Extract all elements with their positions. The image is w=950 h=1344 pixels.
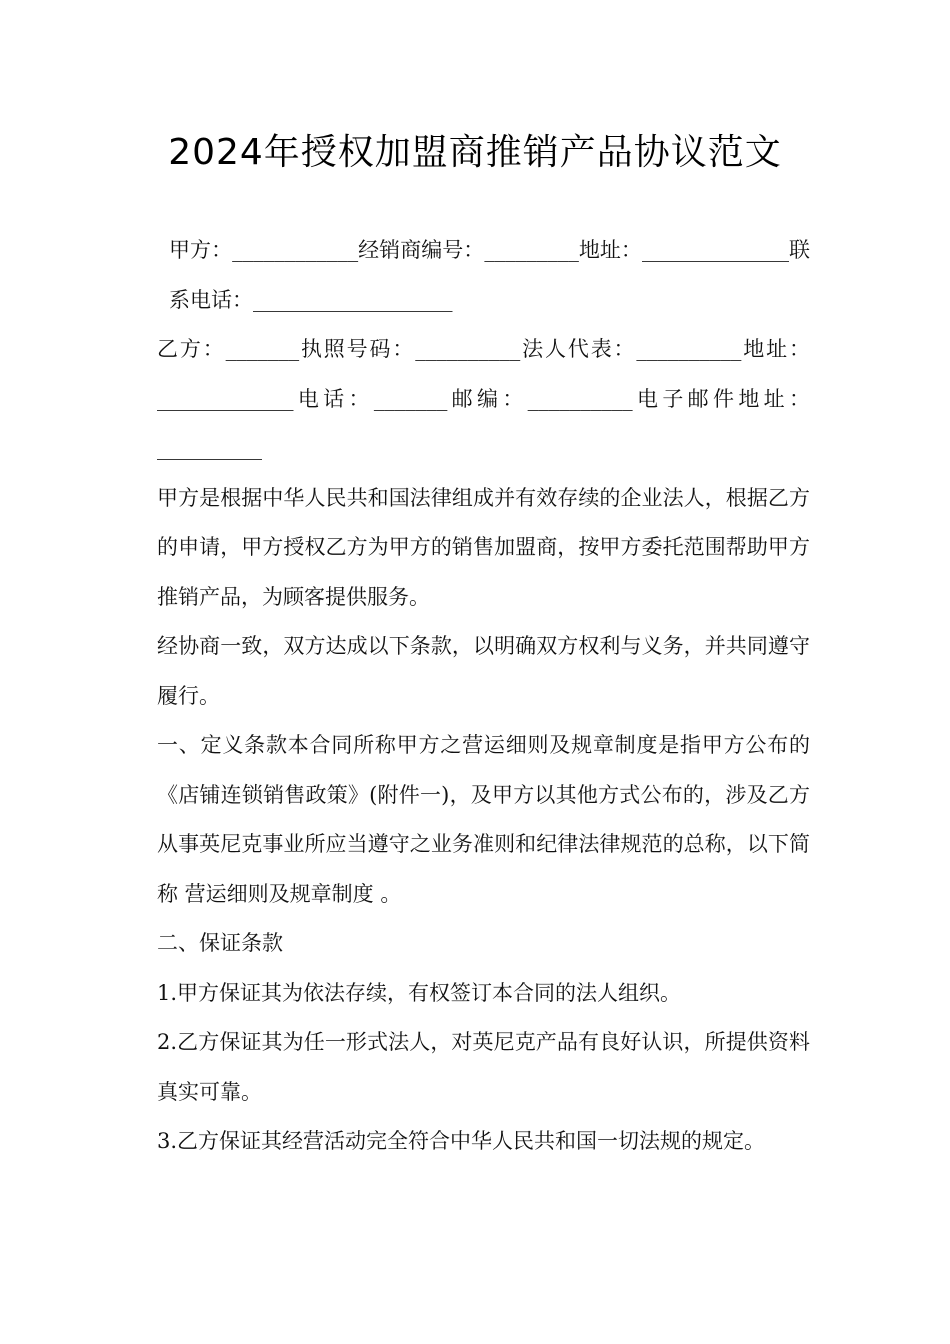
party-a-info: 甲方：____________经销商编号：_________地址：______________联系电话：___________________ bbox=[169, 238, 810, 312]
document-body bbox=[145, 226, 810, 1167]
clause-guarantee-heading: 二、保证条款 bbox=[157, 931, 283, 955]
guarantee-item-1: 1.甲方保证其为依法存续，有权签订本合同的法人组织。 bbox=[157, 980, 682, 1005]
guarantee-item-2: 2.乙方保证其为任一形式法人，对英尼克产品有良好认识，所提供资料真实可靠。 bbox=[157, 1030, 810, 1104]
document-title: 2024年授权加盟商推销产品协议范文 bbox=[168, 132, 782, 173]
clause-definition: 一、定义条款本合同所称甲方之营运细则及规章制度是指甲方公布的《店铺连锁销售政策》(附件一)，及甲方以其他方式公布的，涉及乙方从事英尼克事业所应当遵守之业务准则和纪律法律规范的总称，以下简称 营运细则及规章制度 。 bbox=[157, 733, 810, 906]
guarantee-item-3: 3.乙方保证其经营活动完全符合中华人民共和国一切法规的规定。 bbox=[157, 1129, 766, 1153]
paragraph-intro: 甲方是根据中华人民共和国法律组成并有效存续的企业法人，根据乙方的申请，甲方授权乙方为甲方的销售加盟商，按甲方委托范围帮助甲方推销产品，为顾客提供服务。 bbox=[157, 485, 810, 609]
paragraph-agreement: 经协商一致，双方达成以下条款，以明确双方权利与义务，并共同遵守履行。 bbox=[157, 634, 810, 708]
party-b-info: 乙方：_______执照号码：__________法人代表：__________地址：_____________电话：_______邮编：__________电子邮件地址：__________ bbox=[157, 337, 810, 460]
